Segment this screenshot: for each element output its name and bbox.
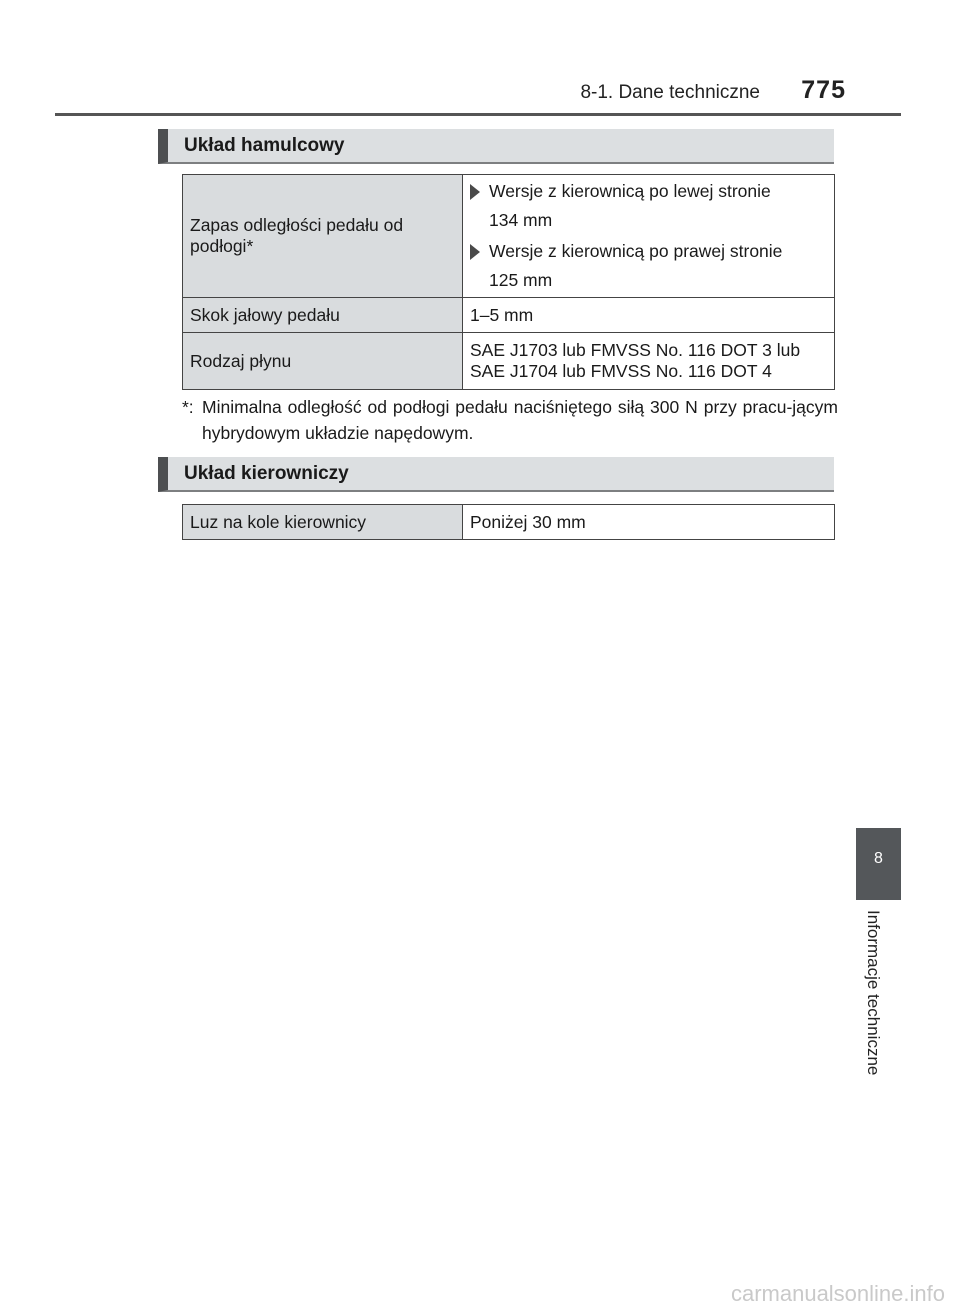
fluid-type-line: SAE J1704 lub FMVSS No. 116 DOT 4 <box>470 361 772 381</box>
fluid-type-value <box>463 333 835 390</box>
watermark: carmanualsonline.info <box>730 1281 945 1306</box>
table-row <box>183 333 835 390</box>
header-divider <box>55 113 901 116</box>
triangle-bullet-icon <box>470 244 480 260</box>
steering-spec-table <box>182 504 835 540</box>
brake-spec-table <box>182 174 835 390</box>
pedal-clearance-label: Zapas odległości pedału od podłogi* <box>183 175 463 298</box>
pedal-clearance-values <box>463 175 835 298</box>
chapter-tab <box>856 828 901 900</box>
footnote-mark: *: <box>182 397 194 417</box>
fluid-type-label: Rodzaj płynu <box>183 333 463 390</box>
page-header <box>0 0 960 116</box>
list-item <box>470 181 827 202</box>
steering-play-value: Poniżej 30 mm <box>463 505 835 540</box>
triangle-bullet-icon <box>470 184 480 200</box>
footnote-text: Minimalna odległość od podłogi pedału naciśniętego siłą 300 N przy pracu-jącym hybrydowym układzie napędowym. <box>202 397 838 443</box>
fluid-type-line: SAE J1703 lub FMVSS No. 116 DOT 3 lub <box>470 340 801 360</box>
pedal-free-play-value: 1–5 mm <box>463 298 835 333</box>
list-item-value: 134 mm <box>489 210 553 230</box>
pedal-free-play-label: Skok jałowy pedału <box>183 298 463 333</box>
steering-section-title: Układ kierowniczy <box>184 463 349 484</box>
table-row <box>183 298 835 333</box>
page-number: 775 <box>801 76 846 104</box>
footnote <box>182 394 838 446</box>
brake-section-heading <box>158 129 834 164</box>
section-label: 8-1. Dane techniczne <box>580 82 760 103</box>
list-item-text: Wersje z kierownicą po lewej stronie <box>489 181 771 201</box>
brake-section-title: Układ hamulcowy <box>184 135 345 156</box>
steering-section-heading <box>158 457 834 492</box>
table-row <box>183 505 835 540</box>
steering-play-label: Luz na kole kierownicy <box>183 505 463 540</box>
chapter-number: 8 <box>874 850 883 867</box>
list-item-text: Wersje z kierownicą po prawej stronie <box>489 241 783 261</box>
list-item-value: 125 mm <box>489 270 553 290</box>
list-item <box>470 241 827 262</box>
table-row <box>183 175 835 298</box>
chapter-label: Informacje techniczne <box>864 910 883 1076</box>
